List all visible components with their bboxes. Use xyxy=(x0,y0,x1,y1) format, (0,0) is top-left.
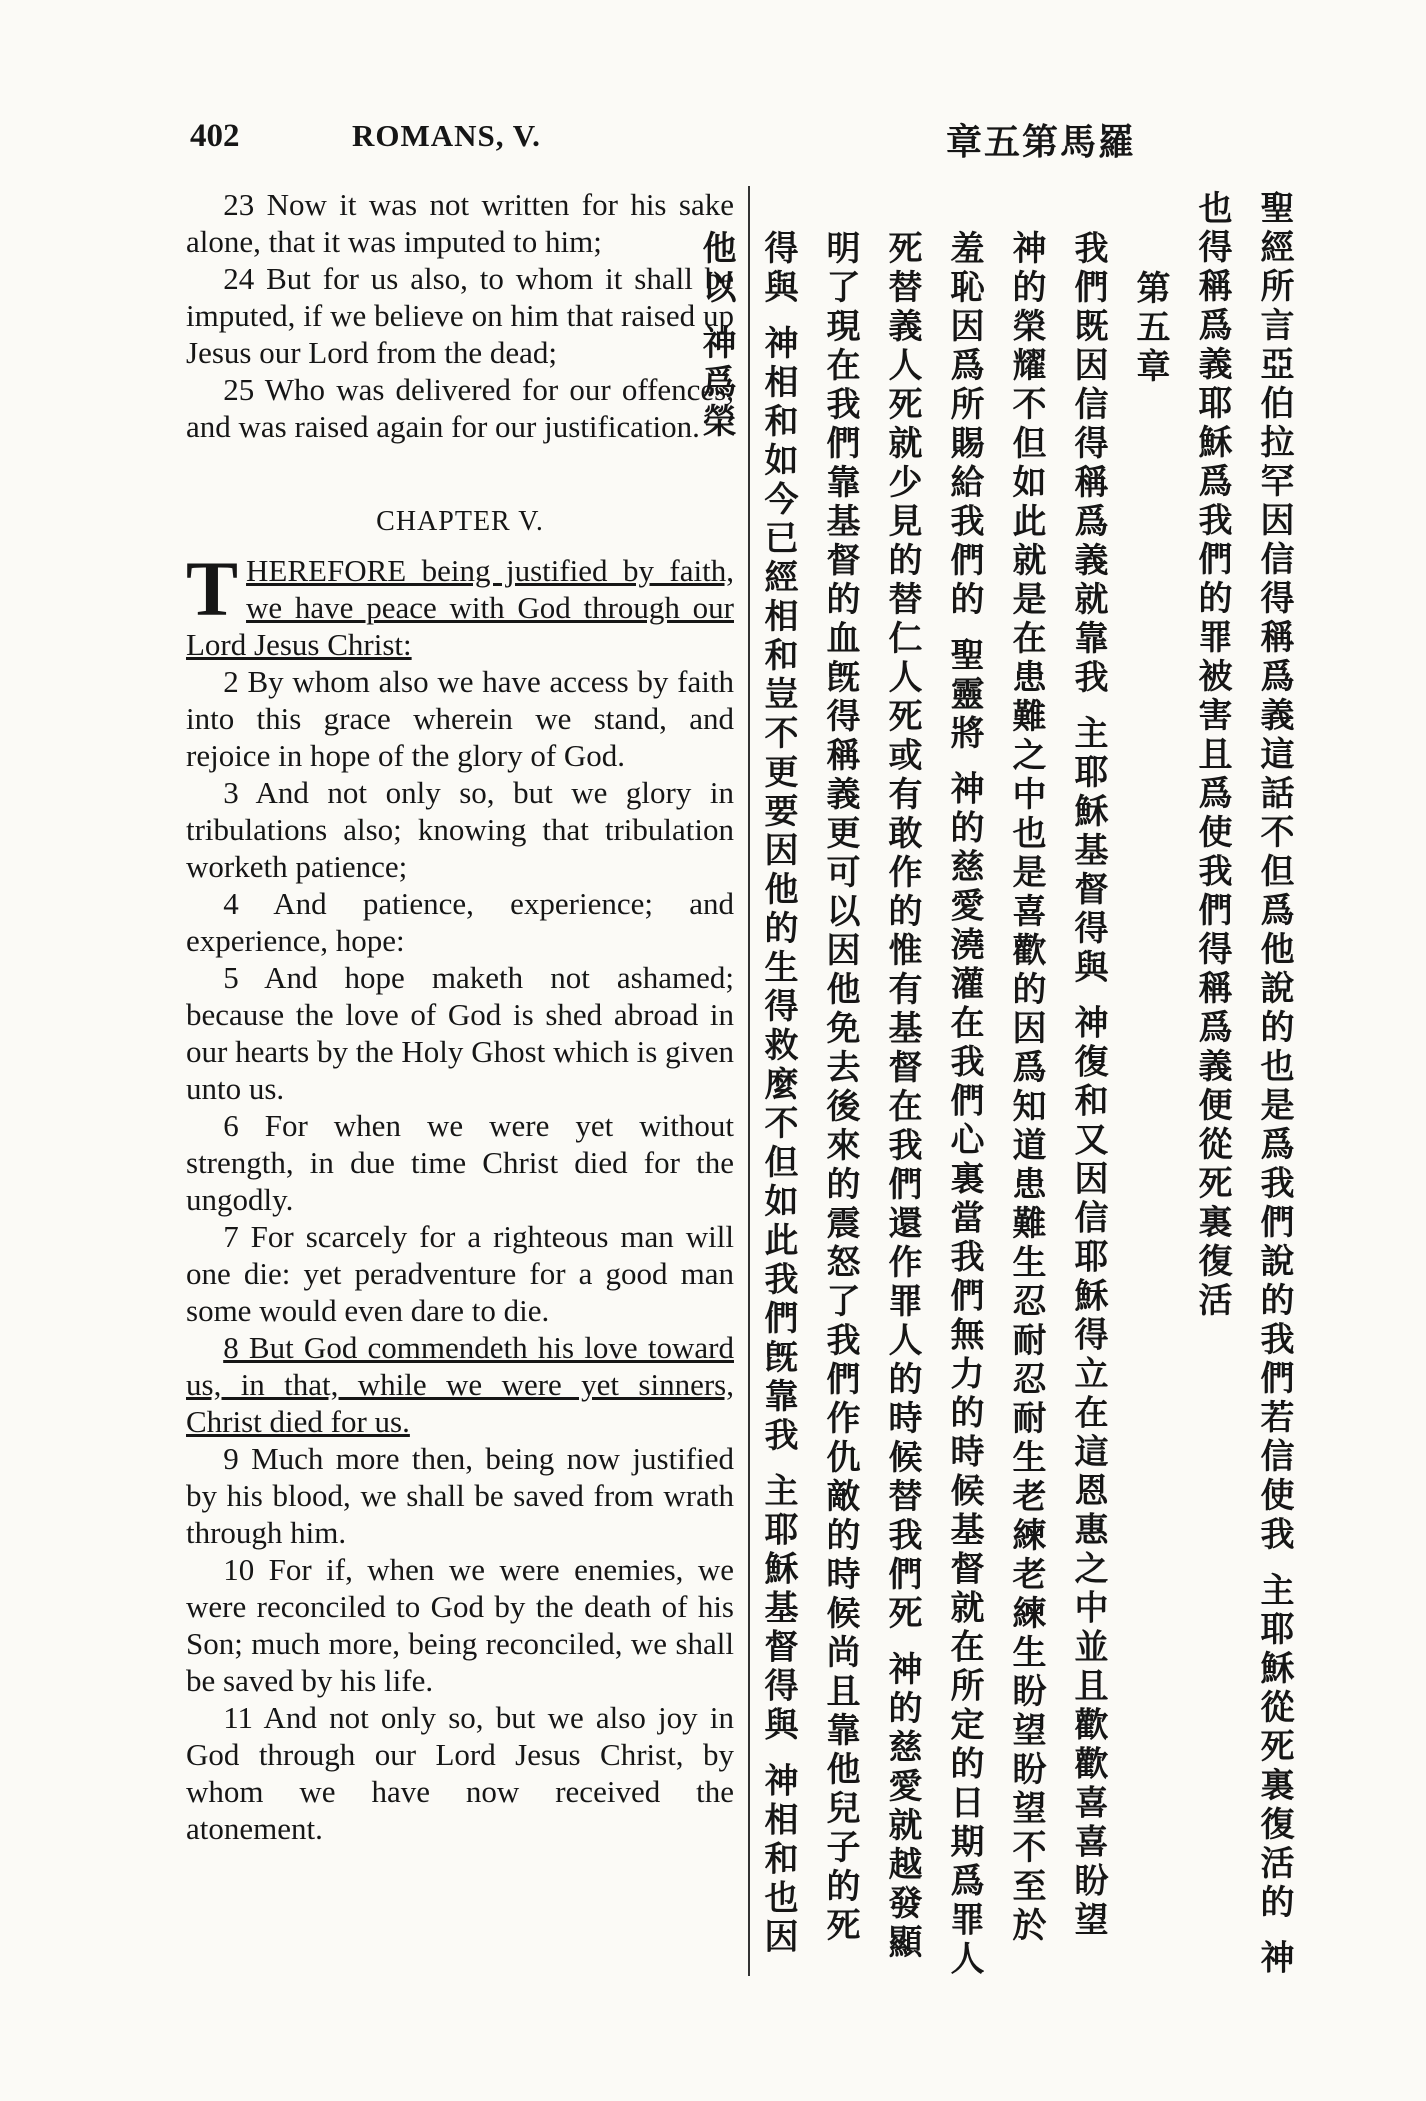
chapter-title: CHAPTER V. xyxy=(376,506,544,537)
verse-3: 3 And not only so, but we glory in tribulations also; knowing that tribulation worketh patience; xyxy=(186,775,734,884)
chinese-prev-chapter: 聖經所言亞伯拉罕因信得稱爲義這話不但爲他說的也是爲我們說的我們若信使我 主耶穌從死裏復活的 神也得稱爲義耶穌爲我們的罪被害且爲使我們得稱爲義便從死裏復活 xyxy=(1192,190,1294,1979)
verse-8: 8 But God commendeth his love toward us, in that, while we were yet sinners, Christ died for us. xyxy=(186,1330,734,1439)
english-column xyxy=(186,186,734,1847)
verse-9: 9 Much more then, being now justified by his blood, we shall be saved from wrath through him. xyxy=(186,1441,734,1550)
chinese-chapter-title: 第五章 xyxy=(1130,270,1170,387)
page-header xyxy=(0,118,1426,178)
verse-24: 24 But for us also, to whom it shall be imputed, if we believe on him that raised up Jesus our Lord from the dead; xyxy=(186,261,734,370)
verse-10: 10 For if, when we were enemies, we were reconciled to God by the death of his Son; much more, being reconciled, we shall be saved by his life. xyxy=(186,1552,734,1698)
page-number: 402 xyxy=(190,118,240,154)
chinese-column xyxy=(696,190,1305,1980)
verse-1-text: HEREFORE being justified by faith, we have peace with God through our Lord Jesus Christ: xyxy=(186,553,734,662)
verse-6: 6 For when we were yet without strength, in due time Christ died for the ungodly. xyxy=(186,1108,734,1217)
verse-11: 11 And not only so, but we also joy in God through our Lord Jesus Christ, by whom we have now received the atonement. xyxy=(186,1700,734,1846)
verse-2: 2 By whom also we have access by faith into this grace wherein we stand, and rejoice in hope of the glory of God. xyxy=(186,664,734,773)
verse-4: 4 And patience, experience; and experience, hope: xyxy=(186,886,734,958)
verse-23: 23 Now it was not written for his sake alone, that it was imputed to him; xyxy=(186,187,734,259)
drop-cap: T xyxy=(186,545,239,632)
verse-5: 5 And hope maketh not ashamed; because the love of God is shed abroad in our hearts by the Holy Ghost which is given unto us. xyxy=(186,960,734,1106)
verse-7: 7 For scarcely for a righteous man will one die: yet peradventure for a good man some would even dare to die. xyxy=(186,1219,734,1328)
verse-1 xyxy=(186,545,734,663)
verse-25: 25 Who was delivered for our offences, and was raised again for our justification. xyxy=(186,372,734,444)
chinese-chapter-text: 我們既因信得稱爲義就靠我 主耶穌基督得與 神復和又因信耶穌得立在這恩惠之中並且歡歡喜喜盼望 神的榮耀不但如此就是在患難之中也是喜歡的因爲知道患難生忍耐忍耐生老練老練生盼望盼望不至於羞恥因爲所賜給我們的 聖靈將 神的慈愛澆灌在我們心裏當我們無力的時候基督就在所定的日期爲罪人死替義人死就少見的替仁人死或有敢作的惟有基督在我們還作罪人的時候替我們死 神的慈愛就越發顯明了現在我們靠基督的血旣得稱義更可以因他免去後來的震怒了我們作仇敵的時候尚且靠他兒子的死得與 神相和如今已經相和豈不更要因他的生得救麼不但如此我們旣靠我 主耶穌基督得與 神相和也因他以 神爲榮 xyxy=(696,230,1108,1980)
running-head: ROMANS, V. xyxy=(352,118,541,153)
chinese-running-head: 章五第馬羅 xyxy=(946,122,1137,163)
